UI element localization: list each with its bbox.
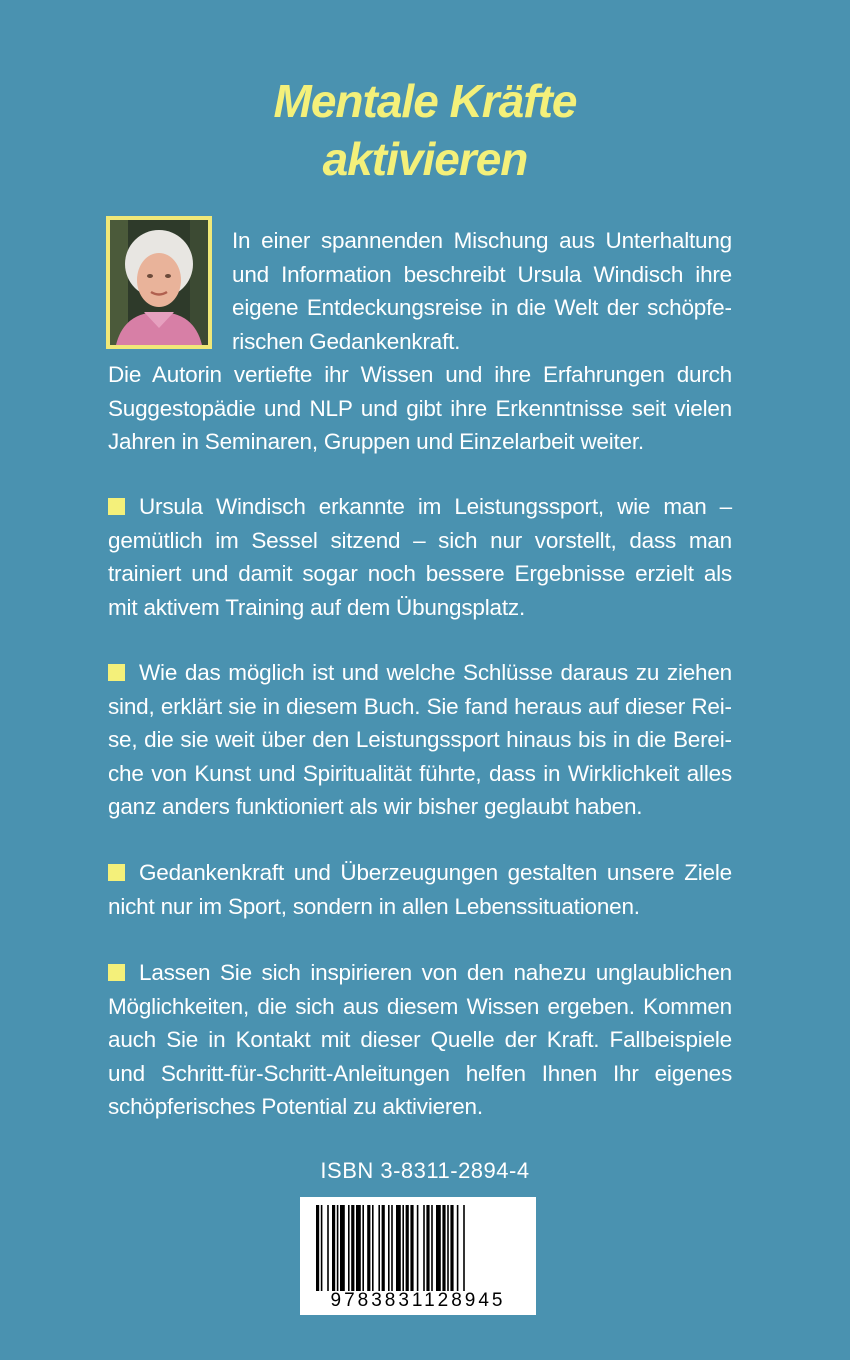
paragraph-text: Wie das möglich ist und welche Schlüsse daraus zu ziehen sind, erklärt sie in diesem Buch. Sie fand heraus auf dieser Reise, die sie weit über den Leistungssport hinaus bis in die Bereiche von Kunst und Spiritualität führte, dass in Wirklichkeit alles ganz anders funktioniert als wir bisher geglaubt haben. bbox=[108, 660, 732, 819]
title-line-1: Mentale Kräfte bbox=[273, 75, 577, 127]
photo-spacer bbox=[108, 224, 232, 354]
paragraph-1 bbox=[108, 490, 732, 624]
barcode-bar bbox=[391, 1205, 393, 1291]
barcode-bar bbox=[378, 1205, 380, 1291]
barcode-bar bbox=[372, 1205, 374, 1291]
book-title bbox=[0, 72, 850, 188]
barcode-bar bbox=[316, 1205, 319, 1291]
barcode-bar bbox=[442, 1205, 445, 1291]
barcode-bar bbox=[351, 1205, 354, 1291]
barcode-bar bbox=[396, 1205, 401, 1291]
barcode-bar bbox=[337, 1205, 339, 1291]
isbn-label: ISBN 3-8311-2894-4 bbox=[320, 1158, 530, 1183]
barcode-bar bbox=[382, 1205, 385, 1291]
intro-text-1: In einer spannenden Mischung aus Unterhaltung und Information beschreibt Ursula Windisch ihre eigene Entdeckungsreise in die Welt der schöpferischen Gedankenkraft. bbox=[232, 228, 732, 354]
barcode-bar bbox=[367, 1205, 370, 1291]
title-line-2: aktivieren bbox=[322, 133, 528, 185]
barcode bbox=[300, 1197, 536, 1315]
intro-section bbox=[108, 224, 732, 459]
barcode-bar bbox=[436, 1205, 441, 1291]
barcode-bars-icon bbox=[316, 1205, 520, 1291]
square-bullet-icon bbox=[108, 498, 125, 515]
barcode-bar bbox=[410, 1205, 413, 1291]
paragraph-text: Ursula Windisch erkannte im Leistungssport, wie man – gemütlich im Sessel sitzend – sich nur vorstellt, dass man trainiert und damit sogar noch bessere Ergebnisse erzielt als mit aktivem Training auf dem Übungsplatz. bbox=[108, 494, 732, 620]
barcode-digits: 9783831128945 bbox=[330, 1290, 506, 1311]
paragraph-2 bbox=[108, 656, 732, 824]
square-bullet-icon bbox=[108, 864, 125, 881]
barcode-bar bbox=[402, 1205, 404, 1291]
barcode-bar bbox=[406, 1205, 409, 1291]
square-bullet-icon bbox=[108, 664, 125, 681]
barcode-bar bbox=[356, 1205, 361, 1291]
paragraph-text: Gedankenkraft und Überzeugungen gestalten unsere Ziele nicht nur im Sport, sondern in allen Lebenssituationen. bbox=[108, 860, 732, 919]
barcode-bar bbox=[423, 1205, 425, 1291]
barcode-bar bbox=[447, 1205, 449, 1291]
barcode-bar bbox=[417, 1205, 419, 1291]
barcode-bar bbox=[321, 1205, 323, 1291]
paragraph-text: Lassen Sie sich inspirieren von den nahezu unglaublichen Möglichkeiten, die sich aus diesem Wissen ergeben. Kommen auch Sie in Kontakt mit dieser Quelle der Kraft. Fallbeispiele und Schritt-für-Schritt-Anleitungen helfen Ihnen Ihr eigenes schöpferisches Potential zu aktivieren. bbox=[108, 960, 732, 1119]
barcode-bar bbox=[362, 1205, 364, 1291]
intro-text-2: Die Autorin vertiefte ihr Wissen und ihre Erfahrungen durch Suggestopädie und NLP und gibt ihre Erkenntnisse seit vielen Jahren in Seminaren, Gruppen und Einzelarbeit weiter. bbox=[108, 362, 732, 454]
barcode-bar bbox=[450, 1205, 453, 1291]
barcode-bar bbox=[426, 1205, 429, 1291]
square-bullet-icon bbox=[108, 964, 125, 981]
barcode-bar bbox=[332, 1205, 335, 1291]
barcode-bar bbox=[431, 1205, 433, 1291]
barcode-bar bbox=[463, 1205, 465, 1291]
paragraph-3 bbox=[108, 856, 732, 923]
barcode-bar bbox=[327, 1205, 329, 1291]
paragraph-4 bbox=[108, 956, 732, 1124]
barcode-bar bbox=[388, 1205, 390, 1291]
barcode-bar bbox=[340, 1205, 345, 1291]
barcode-bar bbox=[457, 1205, 459, 1291]
barcode-bar bbox=[348, 1205, 350, 1291]
